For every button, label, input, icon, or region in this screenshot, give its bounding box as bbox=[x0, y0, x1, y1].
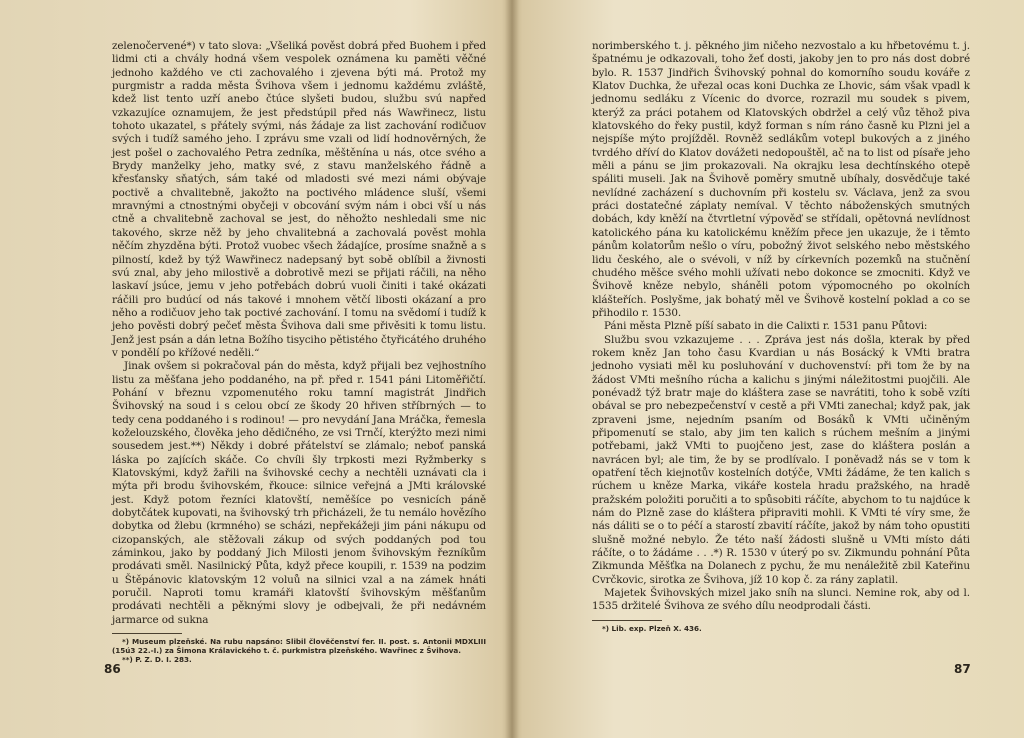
left-paragraph-1: zelenočervené*) v tato slova: „Všeliká pověst dobrá před Buohem i před lidmi cti a chvály hodná všem vespolek oznámena ku paměti věčné jednoho každého ve cti zachovalého i zjevena býti má. Protož my purgmistr a radda města Švihova všem i jednomu každému zvláště, kdež list tento uzří anebo čtúce slyšeti budou, službu svú napřed vzkazujíce oznamujem, že jest předstúpil před nás Wawřinecz, listu tohoto ukazatel, s přátely svými, nás žádaje za list zachování rodičuov svých i tudíž samého jeho. I zprávu sme vzali od lidí hodnověrných, že jest pošel o zachovalého Petra zedníka, měštěnína u nás, otce svého a Brydy manželky jeho, matky své, z stavu manželského řádně a křesťansky sňatých, sám také od mladosti své mezi námi obývaje poctivě a chvalitebně, jakožto na poctivého mládence sluší, všemi mravnými a ctnostnými obyčeji v obcování svým nám i obci vší u nás ctně a chvalitebně zachoval se jest, do něhožto neshledali sme nic takového, skrze něž by jeho chvalitebná a zachovalá pověst mohla něčím zhyzděna býti. Protož vuobec všech žádajíce, prosíme snažně a s pilností, kdež by týž Wawřinecz nadepsaný byt sobě oblíbil a živnosti svú znal, aby jeho milostivě a dobrotivě mezi se přijati ráčili, na něho laskaví jsúce, jemu v jeho potřebách dobrú vuoli činiti i také okázati ráčili pro budúcí od nás takové i mnohem větčí libosti okázaní a pro něho a rodičuov jeho tak poctivé zachování. I tomu na svědomí i tudíž k jeho pověsti dobrý pečeť města Švihova dali sme přivěsiti k tomu listu. Jenž jest psán a dán letna Božího tisyciho pětistého čtyřicátého druhého v pondělí po křížové neděli.“ bbox=[112, 40, 486, 359]
right-footnote-1: *) Lib. exp. Plzeň X. 436. bbox=[602, 623, 702, 633]
right-footnote-rule bbox=[592, 620, 662, 621]
right-paragraph-4: Majetek Švihovských mizel jako sníh na slunci. Nemine rok, aby od l. 1535 držitelé Švihova ze svého dílu neodprodali části. bbox=[592, 587, 970, 613]
right-paragraph-1: norimberského t. j. pěkného jim ničeho nezvostalo a ku hřbetovému t. j. špatnému je odkazovali, toho žeť dosti, jakoby jen to pro nás dost dobré bylo. R. 1537 Jindřich Švihovský pohnal do komorního soudu kováře z Klatov Duchka, že uřezal ocas koni Duchka ze Lhovic, sám však vpadl k jednomu sedláku z Vícenic do dvorce, rozrazil mu soudek s pivem, kterýž za práci potahem od Klatovských obdržel a celý vůz těhož piva klatovského do řeky pustil, když forman s ním ráno časně ku Plzni jel a nejspíše mýto projížděl. Rovněž sedlákům votepl bukových a z jiného tvrdého dříví do Klatov dovážeti nedopouštěl, ač na to list od písaře jeho měli a pánu se jim prokazovali. Na okrajku lesa dechtínského otepě spáliti museli. Jak na Švihově poměry smutně ubíhaly, dosvědčuje také nevlídné zacházení s duchovním při kostelu sv. Václava, jenž za svou práci dostatečné záplaty nemíval. V těchto náboženských smutných dobách, kdy kněží na čtvrtletní výpověď se střídali, opětovná nevlídnost katolického pána ku katolickému kněžím přece jen ukazuje, že i těmto pánům kolatorům nešlo o víru, pobožný život selského nebo městského lidu českého, ale o svévoli, v níž by církevních pozemků na stučnění chudého měšce svého mohli užívati nebo dokonce se zmocniti. Když ve Švihově kněze nebylo, sháněli potom výpomocného po okolních klášteřích. Poslyšme, jak bohatý měl ve Švihově kostelní poklad a co se přihodilo r. 1530. bbox=[592, 40, 970, 319]
right-page-number: 87 bbox=[954, 662, 971, 676]
right-paragraph-3: Službu svou vzkazujeme . . . Zpráva jest nás došla, kterak by před rokem kněz Jan toho času Kvardian u nás Bosácký k VMti bratra jednoho vysiati měl ku posluhování v duchovenství: při tom že by na žádost VMti mešního rúcha a kalichu s jinými náležitostmi puojčili. Ale ponévadž týž bratr maje do kláštera zase se navrátiti, toho k sobě vzíti obával se pro nebezpečenství v cestě a při VMti zanechal; když pak, jak zpraveni jsme, nejedním psaním od Bosáků k VMti učiněným připomenutí se stalo, aby jim ten kalich s rúchem mešním a jinými potřebami, jakž VMti to puojčeno jest, zase do kláštera poslán a navrácen byl; ale tim, že by se prodlívalo. I poněvadž nás se v tom k opatření těch kiejnotův kostelních dotýče, VMti žádáme, že ten kalich s rúchem u kněze Marka, vikáře kostela hradu pražského, na hradě pražském položiti poručiti a to spůsobiti ráčíte, abychom to tu najdúce k nám do Plzně zase do kláštera připraviti mohli. K VMti té víry sme, že nás dáliti se o to péčí a starostí zbavití ráčíte, jakož by nám toho opustiti slušně možné nebylo. Že této naší žádosti slušně u VMti místo dáti ráčíte, o to žádáme . . .*) R. 1530 v úterý po sv. Zikmundu pohnání Půta Zikmunda Měšťka na Dolanech z pychu, že mu nenáležitě zbil Kateřinu Cvrčkovic, sirotka ze Švihova, jíž 10 kop č. za rány zaplatil. bbox=[592, 333, 970, 586]
right-page bbox=[514, 0, 1024, 738]
left-footnote-1: *) Museum plzeňské. Na rubu napsáno: Slibil člověčenství fer. II. post. s. Antonii MDXLIII (15ú3 22.-I.) za Šimona Králavického t. č. purkmistra plzeňského. Wavřinec z Švihova. bbox=[112, 637, 486, 656]
right-page-text bbox=[592, 40, 970, 633]
left-page-number: 86 bbox=[104, 662, 121, 676]
left-footnote-rule bbox=[112, 633, 182, 634]
right-paragraph-2: Páni města Plzně píší sabato in die Calixti r. 1531 panu Půtovi: bbox=[604, 320, 928, 333]
left-footnote-2: **) P. Z. D. I. 283. bbox=[122, 655, 192, 665]
left-page-text bbox=[112, 40, 486, 664]
left-paragraph-2: Jinak ovšem si pokračoval pán do města, když přijali bez vejhostního listu za měšťana jeho poddaného, na př. před r. 1541 páni Litoměřičtí. Pohání v březnu vzpomenutého roku tamní magistrát Jindřich Švihovský na soud i s celou obcí ze škody 20 hřiven stříbrných — to tedy cena poddaného i s rodinou! — pro nevydání Jana Mráčka, řemesla koželouzského, člověka jeho dědičného, ze vsi Trnčí, kterýžto mezi nimi sousedem jest.**) Někdy i dobré přátelství se zlámalo; neboť panská láska po zajících skáče. Co chvíli šly trpkosti mezi Ryžmberky s Klatovskými, když žařili na švihovské cechy a nechtěli uznávati cla i mýta při brodu švihovském, řkouce: silnice veřejná a JMti královské jest. Když potom řezníci klatovští, neměšíce po vesnicích páně dobytčátek kupovati, na švihovský trh přicházeli, že tu nemálo hovězího dobytka od žlebu (krmného) se scházi, nepřekážeji jim páni nákupu od cizopanských, ale stěžovali zákup od svých poddaných pod tou záminkou, jako by poddaný Jich Milosti jenom švihovským řezníkům prodávati směl. Nasilnický Půta, když přece koupili, r. 1539 na podzim u Štěpánovic klatovským 12 voluů na silnici vzal a na zámek hnáti poručil. Naproti tomu kramáři klatovští švihovským měšťanům prodávati nechtěli a pěknými slovy je odbejvali, že při nedávném jarmarce od sukna bbox=[112, 360, 486, 626]
